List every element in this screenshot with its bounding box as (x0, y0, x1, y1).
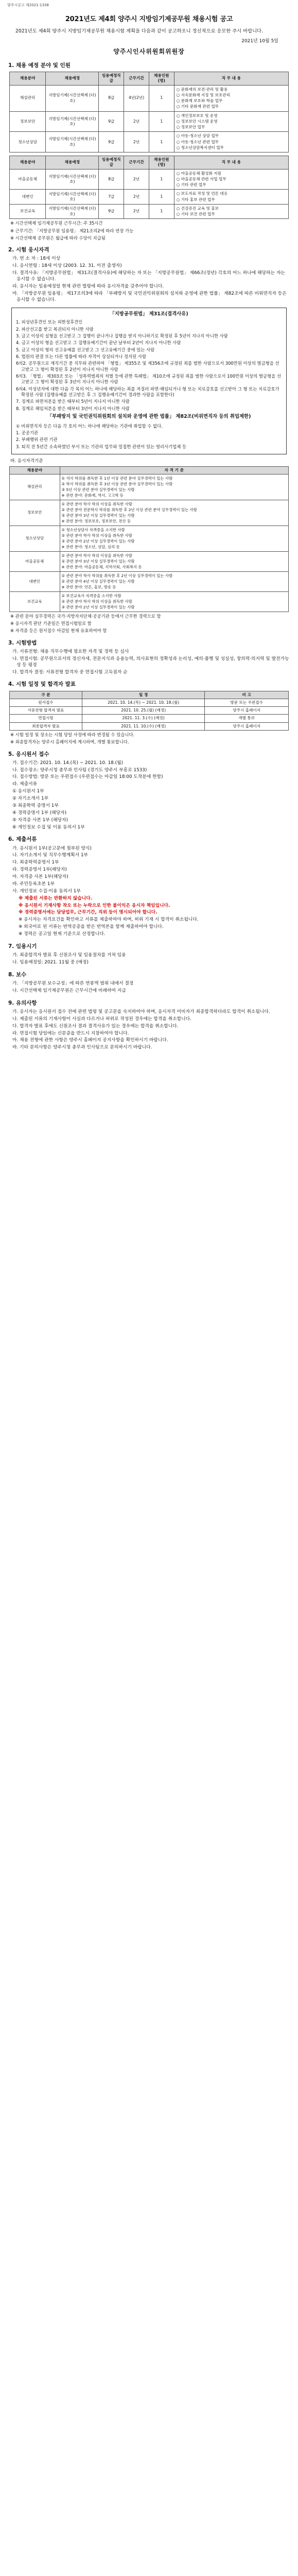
table-row (10, 474, 289, 500)
box-line: 7. 징계로 파면처분을 받은 때부터 5년이 지나지 아니한 사람 (16, 399, 130, 404)
box-line: 8. 징계로 해임처분을 받은 때부터 3년이 지나지 아니한 사람 (16, 405, 130, 411)
section-heading: 3. 시험방법 (8, 639, 37, 646)
table-cell: 2년 (124, 132, 149, 152)
table-cell: 4년(2년) (124, 85, 149, 111)
table-row (10, 132, 289, 152)
criteria-cell (60, 526, 288, 551)
box-line: ① 비위면직자 등은 다음 각 호의 어느 하나에 해당하는 기관에 취업할 수 없다. (16, 423, 163, 429)
list-item: 나. 응시연령 : 18세 이상 (2003. 12. 31. 이전 출생자) (12, 263, 122, 269)
box-line: 3. 금고 이상의 실형을 선고받고 그 집행이 끝나거나 집행을 받지 아니하기로 확정된 후 5년이 지나지 아니한 사람 (16, 333, 228, 338)
table-cell: 마을공동체 (10, 551, 60, 571)
table-cell: 1 (149, 111, 174, 132)
box-line: 6의2. 공무원으로 재직기간 중 직무와 관련하여 「형법」 제355조 및 제356조에 규정된 죄를 범한 사람으로서 300만원 이상의 벌금형을 선고받고 그 형이 확정된 후 2년이 지나지 아니한 사람 (16, 361, 279, 372)
table-cell: 2년 (124, 190, 149, 205)
table-row (10, 715, 289, 722)
page-title: 2021년도 제4회 양주시 지방임기제공무원 채용시험 공고 (65, 15, 233, 24)
table-row (10, 707, 289, 715)
table-cell: 9급 (99, 204, 124, 219)
list-item: 가. 접수기간: 2021. 10. 14.(목) ~ 2021. 10. 18.(월) (12, 760, 124, 766)
table-cell: 해설관리 (10, 85, 46, 111)
table-cell: 2021. 10. 14.(목) ~ 2021. 10. 18.(월) (82, 699, 204, 706)
note-line: ※ 근무기간: 「지방공무원 임용령」 제21조의2에 따라 연장 가능 (10, 228, 134, 233)
list-item: 바. 주민등록초본 1부 (12, 881, 55, 887)
table-cell: 마을공동체 (10, 169, 46, 190)
table-header: 채용분야 (10, 72, 46, 86)
duty-line: ○ 기타 보건 관련 업무 (176, 212, 215, 217)
table-row (10, 169, 289, 190)
table-header: 채용분야 (10, 156, 46, 170)
table-row (10, 571, 289, 591)
table-header: 근무기간 (124, 156, 149, 170)
duties-cell (174, 169, 288, 190)
table-cell: 청소년상담 (10, 132, 46, 152)
list-item: 다. 최종학력증명서 1부 (12, 860, 59, 866)
warning-line: ※ 제출된 서류는 반환하지 않습니다. (19, 895, 93, 901)
note-line: ※ 경력은 공고일 현재 기준으로 산정합니다. (19, 931, 106, 937)
table-row (10, 551, 289, 571)
table-header: 근무기간 (124, 72, 149, 86)
table-cell: 2년 (124, 204, 149, 219)
note-line: ※ 최종합격자는 양주시 홈페이지에 게시하며, 개별 통보합니다. (10, 739, 129, 745)
list-item: 나. 시간선택제 임기제공무원은 근무시간에 비례하여 지급 (12, 988, 126, 993)
criteria-cell (60, 500, 288, 526)
table-row (10, 699, 289, 706)
criteria-line: ① 관련 분야 학사 학위를 취득한 후 2년 이상 실무경력이 있는 사람 (61, 573, 173, 578)
duty-line: ○ 마을공동체 관련 사업 업무 (176, 176, 226, 181)
section-heading: 8. 보수 (8, 971, 27, 978)
note-line: ※ 자격증 등은 원서접수 마감일 현재 유효하여야 함 (10, 628, 107, 634)
criteria-line: ※ 관련 분야: 청소년, 상담, 심리 등 (61, 544, 120, 549)
duty-line: ○ 기타 관련 업무 (176, 182, 206, 188)
box-line: 1. 피성년후견인 또는 피한정후견인 (16, 319, 83, 325)
table-cell: 1 (149, 190, 174, 205)
table-cell: 2021. 10. 25.(월) (예정) (82, 707, 204, 715)
table-header: 채용인원(명) (149, 72, 174, 86)
table-header: 채용인원(명) (149, 156, 174, 170)
table-cell: 2021. 11. 3.(수) (예정) (82, 715, 204, 722)
positions-table (9, 72, 289, 152)
table-header: 자 격 기 준 (60, 466, 288, 474)
duty-line: ○ 정보보안 시스템 운영 (176, 118, 218, 124)
list-item: 나. 제출된 서류의 기재사항이 사실과 다르거나 허위로 작성된 경우에는 합격을 취소합니다. (12, 1016, 191, 1022)
box-line: 1. 공공기관 (16, 430, 39, 436)
criteria-line: ① 관련 분야 학사 학위 이상을 취득한 사람 (61, 501, 132, 506)
table-cell: 지방임기제(시간선택제 (다)호) (46, 111, 99, 132)
table-row (10, 190, 289, 205)
positions-table-2 (9, 156, 289, 219)
warning-line: ※ 응시원서 기재사항 착오 또는 누락으로 인한 불이익은 응시자 책임입니다. (19, 903, 170, 908)
section-heading: 5. 응시원서 접수 (8, 751, 49, 757)
list-item: ③ 최종학력 증명서 1부 (12, 803, 59, 808)
issuer-name: 양주시인사위원회위원장 (113, 47, 185, 55)
box-line: 6. 법원의 판결 또는 다른 법률에 따라 자격이 상실되거나 정지된 사람 (16, 354, 147, 360)
table-cell: 1 (149, 132, 174, 152)
table-row (10, 526, 289, 551)
criteria-line: ① 보건교육사 자격증을 소지한 사람 (61, 593, 121, 598)
table-header: 비 고 (205, 691, 289, 699)
box-line: 5. 금고 이상의 형의 선고유예를 선고받고 그 선고유예기간 중에 있는 사람 (16, 347, 155, 352)
table-header: 채용예정 (46, 72, 99, 86)
table-row (10, 722, 289, 730)
note-line: ※ 시간선택제 임기제공무원 근무시간: 주 35시간 (10, 221, 103, 226)
qualification-table (9, 466, 289, 612)
duties-cell (174, 190, 288, 205)
list-item: 마. 「지방공무원 임용령」 제17조의3에 따라 「부패방지 및 국민권익위원회의 설치와 운영에 관한 법률」 제82조에 따른 비위면직자 등은 응시할 수 없습니다. (12, 291, 287, 302)
table-row (10, 500, 289, 526)
table-row (10, 85, 289, 111)
criteria-cell (60, 571, 288, 591)
table-row (10, 204, 289, 219)
box-line: 3. 퇴직 전 5년간 소속하였던 부서 또는 기관의 업무와 밀접한 관련이 있는 영리사기업체 등 (16, 444, 187, 449)
table-cell: 원서접수 (10, 699, 82, 706)
note-line: ※ 관련 분야 실무경력은 국가·지방자치단체·공공기관 등에서 근무한 경력으로 함 (10, 613, 161, 619)
section-heading: 4. 시험 일정 및 합격자 발표 (8, 681, 76, 688)
box-line: 6의3. 「형법」 제303조 또는 「성폭력범죄의 처벌 등에 관한 특례법」 제10조에 규정된 죄를 범한 사람으로서 100만원 이상의 벌금형을 선고받고 그 형이 확정된 후 3년이 지나지 아니한 사람 (16, 374, 281, 385)
table-cell: 2년 (124, 111, 149, 132)
list-item: 라. 면접시험 당일에는 신분증을 반드시 지참하여야 합니다. (12, 1030, 129, 1036)
list-item: 다. 접수방법: 방문 또는 우편접수 (우편접수는 마감일 18:00 도착분에 한함) (12, 774, 163, 780)
table-cell: 2년 (124, 169, 149, 190)
duty-line: ○ 아동·청소년 상담 업무 (176, 133, 219, 139)
list-item: ① 응시원서 1부 (12, 789, 44, 794)
table-cell: 9급 (99, 111, 124, 132)
duties-cell (174, 132, 288, 152)
list-item: 가. 「지방공무원 보수규정」에 따른 연봉액 범위 내에서 결정 (12, 981, 134, 987)
criteria-line: ② 관련 분야 4년 이상 실무경력이 있는 사람 (61, 579, 135, 584)
criteria-line: ③ 관련 분야 2년 이상 실무경력이 있는 사람 (61, 604, 135, 609)
list-item: 나. 접수장소: 양주시청 총무과 인사팀 (경기도 양주시 부흥로 1533) (12, 767, 147, 773)
table-cell: 대변인 (10, 190, 46, 205)
table-header: 구 분 (10, 691, 82, 699)
criteria-line: ③ 관련 분야 2년 이상 실무경력이 있는 사람 (61, 538, 135, 544)
criteria-line: ② 관련 분야 학사 학위 이상을 취득한 사람 (61, 533, 132, 538)
header-note: 양주시공고 제2021-1338 (7, 3, 49, 7)
box-line: 2. 파산선고를 받고 복권되지 아니한 사람 (16, 326, 94, 332)
table-cell: 지방임기제(시간선택제 (다)호) (46, 132, 99, 152)
list-item: 가. 최종합격자 발표 후 신원조사 및 임용절차를 거쳐 임용 (12, 953, 126, 958)
box-line: 2. 부패행위 관련 기관 (16, 437, 58, 443)
box-line: 4. 금고 이상의 형을 선고받고 그 집행유예기간이 끝난 날부터 2년이 지나지 아니한 사람 (16, 340, 181, 346)
criteria-line: ※ 관련 분야: 언론, 홍보, 방송 등 (61, 584, 116, 589)
list-item: 다. 합격자 발표 후에도 신원조사 결과 결격사유가 있는 경우에는 합격을 취소합니다. (12, 1023, 179, 1029)
table-cell: 지방임기제(시간선택제 (다)호) (46, 169, 99, 190)
table-cell: 대변인 (10, 571, 60, 591)
criteria-line: ※ 관련 분야: 문화재, 역사, 고고학 등 (61, 493, 124, 498)
list-item: 가. 서류전형: 채용 직무수행에 필요한 자격 및 경력 등 심사 (12, 649, 129, 654)
table-cell: 1 (149, 85, 174, 111)
section-heading: 9. 유의사항 (8, 999, 37, 1006)
table-cell: 지방임기제(시간선택제 (다)호) (46, 190, 99, 205)
table-header: 직 무 내 용 (174, 156, 288, 170)
criteria-line: ② 학사 학위를 취득한 후 3년 이상 관련 분야 실무경력이 있는 사람 (61, 482, 173, 486)
table-cell: 양주시 홈페이지 (205, 707, 289, 715)
box-title: 「부패방지 및 국민권익위원회의 설치와 운영에 관한 법률」 제82조(비위면직자 등의 취업제한) (47, 414, 251, 420)
duty-line: ○ 개인정보보호 및 운영 (176, 113, 218, 118)
criteria-line: ③ 5년 이상 관련 분야 실무경력이 있는 사람 (61, 487, 135, 492)
list-item: 바. 기타 문의사항은 양주시청 총무과 인사팀으로 문의하시기 바랍니다. (12, 1045, 152, 1050)
section-heading: 2. 시험 응시자격 (8, 247, 49, 253)
criteria-line: ② 관련 분야 전문학사 학위를 취득한 후 2년 이상 관련 분야 실무경력이 있는 사람 (61, 507, 197, 512)
criteria-line: ① 관련 분야 학사 학위 이상을 취득한 사람 (61, 553, 132, 558)
notice-date: 2021년 10월 5일 (241, 38, 278, 44)
list-item: 나. 면접시험: 공무원으로서의 정신자세, 전문지식과 응용능력, 의사표현의 정확성과 논리성, 예의·품행 및 성실성, 창의력·의지력 및 발전가능성 등 평정 (12, 656, 289, 668)
criteria-cell (60, 551, 288, 571)
list-item: 마. 자격증 사본 1부(해당자) (12, 874, 68, 880)
table-cell: 2021. 11. 10.(수) (예정) (82, 722, 204, 730)
list-item: 가. 응시원서 1부(공고문에 첨부된 양식) (12, 845, 92, 851)
list-item: 나. 자기소개서 및 직무수행계획서 1부 (12, 853, 89, 858)
table-cell: 방문 또는 우편접수 (205, 699, 289, 706)
criteria-line: ※ 관련 분야: 마을공동체, 지역사회, 사회복지 등 (61, 564, 142, 569)
disqualification-box (11, 308, 287, 455)
table-row (10, 111, 289, 132)
criteria-line: ① 청소년상담사 자격증을 소지한 사람 (61, 527, 125, 532)
intro-text: 2021년도 제4회 양주시 지방임기제공무원 채용시험 계획을 다음과 같이 공고하오니 정신적으로 응모한 주시 바랍니다. (15, 28, 264, 34)
list-item: 다. 합격자 결정: 서류전형 합격자 중 면접시험 고득점자 순 (12, 669, 128, 675)
table-cell: 지방임기제(시간선택제 (다)호) (46, 204, 99, 219)
list-item: 라. 경력증명서 1부(해당자) (12, 867, 67, 873)
note-line: ※ 응시자격 판단 기준일은 면접시험일로 함 (10, 621, 92, 626)
table-cell: 1 (149, 204, 174, 219)
criteria-line: ① 석사 학위를 취득한 후 1년 이상 관련 분야 실무경력이 있는 사람 (61, 476, 173, 481)
list-item: 나. 임용예정일: 2021. 11월 중 (예정) (12, 960, 89, 965)
table-row (10, 591, 289, 612)
section-heading: 1. 채용 예정 분야 및 인원 (8, 62, 71, 69)
section-heading: 6. 제출서류 (8, 836, 37, 843)
duty-line: ○ 정보보안 업무 (176, 125, 205, 130)
table-header: 임용예정직급 (99, 156, 124, 170)
list-item: 라. 제출서류 (12, 782, 38, 787)
list-item: 라. 응시자는 임용예정일 현재 관련 법령에 따라 응시자격을 갖추어야 합니다. (12, 283, 164, 289)
table-cell: 해설관리 (10, 474, 60, 500)
table-header: 임용예정직급 (99, 72, 124, 86)
table-cell: 청소년상담 (10, 526, 60, 551)
duty-line: ○ 마을공동체 활성화 지원 (176, 171, 221, 176)
criteria-cell (60, 474, 288, 500)
duty-line: ○ 지속문화재 지정 및 보호관리 (176, 92, 231, 97)
note-line: ※ 외국어로 된 서류는 번역공증을 받은 번역본을 함께 제출하여야 합니다. (19, 924, 164, 930)
note-line: ※ 시험 일정 및 장소는 시험 당일 사정에 따라 변경될 수 있습니다. (10, 732, 135, 737)
box-title: 「지방공무원법」 제31조(결격사유) (110, 311, 188, 317)
list-item: ⑥ 개인정보 수집 및 이용 동의서 1부 (12, 824, 85, 830)
note-line: ※ 응시자는 자격요건을 확인하고 서류를 제출하여야 하며, 허위 기재 시 합격이 취소됩니다. (19, 917, 199, 923)
duty-line: ○ 건강증진 교육 및 홍보 (176, 206, 219, 211)
duty-line: ○ 기타 문화재 관련 업무 (176, 104, 219, 109)
criteria-line: ※ 관련 분야: 정보보호, 정보보안, 전산 등 (61, 518, 131, 523)
table-cell: 정보보안 (10, 500, 60, 526)
table-cell: 양주시 홈페이지 (205, 722, 289, 730)
criteria-line: ② 관련 분야 3년 이상 실무경력이 있는 사람 (61, 558, 135, 564)
duty-line: ○ 문화재 보호와 학술 업무 (176, 98, 223, 104)
box-line: 6의4. 미성년자에 대한 다음 각 목의 어느 하나에 해당하는 죄를 저질러 파면·해임되거나 형 또는 치료감호를 선고받아 그 형 또는 치료감호가 확정된 사람 (집행유예를 선고받은 후 그 집행유예기간이 경과한 사람을 포함한다) (16, 386, 279, 398)
table-header: 일 정 (82, 691, 204, 699)
warning-line: ※ 경력증명서에는 담당업무, 근무기간, 직위 등이 명시되어야 합니다. (19, 910, 157, 916)
table-cell: 7급 (99, 190, 124, 205)
section-heading: 7. 임용시기 (8, 943, 37, 950)
table-cell: 정보보안 (10, 111, 46, 132)
list-item: 다. 결격사유: 「지방공무원법」 제31조(결격사유)에 해당하는 자 또는 「지방공무원법」 제66조(정년) 각호의 어느 하나에 해당하는 자는 응시할 수 없습니다. (12, 270, 285, 282)
duty-line: ○ 아동·청소년 관련 업무 (176, 139, 219, 144)
list-item: 가. 응시자는 응시원서 접수 전에 관련 법령 및 공고문을 숙지하여야 하며, 응시자격 미비자가 최종합격하더라도 합격이 취소됩니다. (12, 1009, 270, 1014)
list-item: 마. 채용 전형에 관한 사항은 양주시 홈페이지 공지사항을 확인하시기 바랍니다. (12, 1038, 168, 1043)
duty-line: ○ 기타 홍보 관련 업무 (176, 197, 215, 202)
duties-cell (174, 111, 288, 132)
duties-cell (174, 204, 288, 219)
table-cell: 보건교육 (10, 204, 46, 219)
duty-line: ○ 문화재의 보전·관리 및 활용 (176, 87, 228, 92)
list-item: ⑤ 자격증 사본 1부 (해당자) (12, 817, 68, 823)
duties-cell (174, 85, 288, 111)
table-cell: 8급 (99, 169, 124, 190)
list-item: 사. 개인정보 수집·이용 동의서 1부 (12, 888, 81, 894)
list-item: 가. 연 소 자 : 18세 이상 (12, 256, 61, 262)
table-cell: 1 (149, 169, 174, 190)
table-cell: 서류전형 합격자 발표 (10, 707, 82, 715)
table-header: 직 무 내 용 (174, 72, 288, 86)
table-cell: 9급 (99, 132, 124, 152)
table-cell: 최종합격자 발표 (10, 722, 82, 730)
table-cell: 보건교육 (10, 591, 60, 612)
criteria-line: ② 관련 분야 학사 학위 이상을 취득한 사람 (61, 599, 132, 604)
list-item: ④ 경력증명서 1부 (해당자) (12, 810, 67, 816)
note-line: ※ 시간선택제 공무원은 월급에 따라 수당이 지급됨 (10, 235, 106, 241)
table-header: 채용예정 (46, 156, 99, 170)
table-cell: 개별 통보 (205, 715, 289, 722)
list-item: ② 자기소개서 1부 (12, 796, 49, 802)
criteria-cell (60, 591, 288, 612)
table-cell: 8급 (99, 85, 124, 111)
schedule-table (9, 691, 289, 731)
qualification-label: 바. 응시자격기준 (10, 459, 43, 464)
table-cell: 지방임기제(시간선택제 (다)호) (46, 85, 99, 111)
duty-line: ○ 보도자료 작성 및 언론 대응 (176, 191, 228, 196)
criteria-line: ③ 관련 분야 3년 이상 실무경력이 있는 사람 (61, 513, 135, 518)
table-header: 채용분야 (10, 466, 60, 474)
duty-line: ○ 청소년상담복지센터 업무 (176, 145, 224, 150)
table-cell: 면접시험 (10, 715, 82, 722)
